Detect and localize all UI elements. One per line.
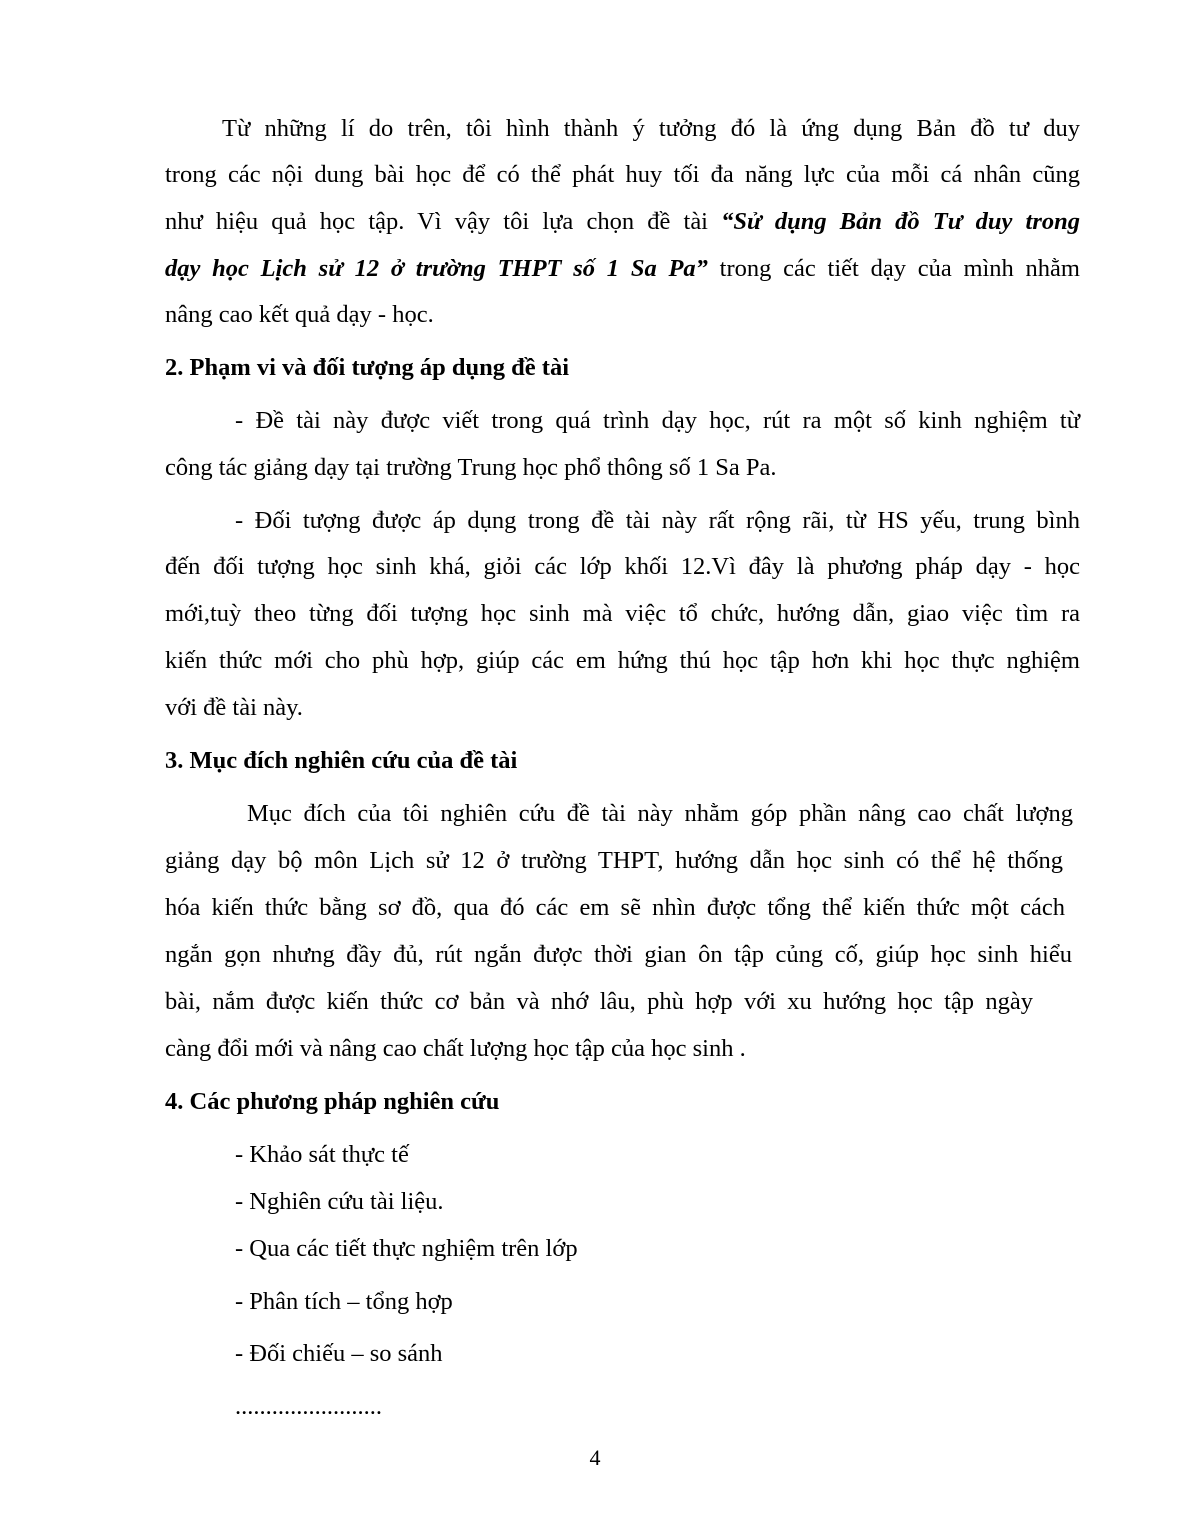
intro-line-2: trong các nội dung bài học để có thể phát huy tối đa năng lực của mỗi cá nhân cũng — [165, 161, 1080, 188]
section-3-line-1: Mục đích của tôi nghiên cứu đề tài này nhằm góp phần nâng cao chất lượng — [247, 800, 1073, 827]
section-2-heading: 2. Phạm vi và đối tượng áp dụng đề tài — [165, 354, 570, 381]
section-2-p1-line-2: công tác giảng dạy tại trường Trung học phổ thông số 1 Sa Pa. — [165, 454, 777, 481]
section-3-line-4: ngắn gọn nhưng đầy đủ, rút ngắn được thời gian ôn tập củng cố, giúp học sinh hiểu — [165, 941, 1072, 968]
section-4-heading: 4. Các phương pháp nghiên cứu — [165, 1088, 500, 1115]
section-2-p2-line-4: kiến thức mới cho phù hợp, giúp các em hứng thú học tập hơn khi học thực nghiệm — [165, 647, 1080, 674]
intro-line-5: nâng cao kết quả dạy - học. — [165, 301, 434, 328]
section-2-p2-line-1: - Đối tượng được áp dụng trong đề tài này rất rộng rãi, từ HS yếu, trung bình — [235, 507, 1080, 534]
ellipsis-line: ........................ — [235, 1393, 382, 1420]
section-3-line-5: bài, nắm được kiến thức cơ bản và nhớ lâu, phù hợp với xu hướng học tập ngày — [165, 988, 1033, 1015]
section-3-line-3: hóa kiến thức bằng sơ đồ, qua đó các em sẽ nhìn được tổng thể kiến thức một cách — [165, 894, 1065, 921]
intro-line-1: Từ những lí do trên, tôi hình thành ý tưởng đó là ứng dụng Bản đồ tư duy — [222, 115, 1080, 142]
page-number: 4 — [589, 1445, 601, 1470]
section-3-line-6: càng đổi mới và nâng cao chất lượng học tập của học sinh . — [165, 1035, 746, 1062]
method-item: - Phân tích – tổng hợp — [235, 1288, 453, 1315]
intro-line-4 — [165, 254, 1080, 284]
section-2-p2-line-2: đến đối tượng học sinh khá, giỏi các lớp khối 12.Vì đây là phương pháp dạy - học — [165, 553, 1080, 580]
intro-line-3-text: như hiệu quả học tập. Vì vậy tôi lựa chọn đề tài — [165, 208, 722, 235]
intro-line-4-text: trong các tiết dạy của mình nhằm — [707, 255, 1080, 282]
intro-line-3 — [165, 207, 1080, 237]
method-item: - Nghiên cứu tài liệu. — [235, 1188, 444, 1215]
topic-title-part-2: dạy học Lịch sử 12 ở trường THPT số 1 Sa Pa” — [165, 255, 708, 282]
method-item: - Đối chiếu – so sánh — [235, 1340, 443, 1367]
method-item: - Qua các tiết thực nghiệm trên lớp — [235, 1235, 578, 1262]
section-2-p2-line-5: với đề tài này. — [165, 694, 303, 721]
method-item: - Khảo sát thực tế — [235, 1141, 409, 1168]
section-2-p2-line-3: mới,tuỳ theo từng đối tượng học sinh mà việc tổ chức, hướng dẫn, giao việc tìm ra — [165, 600, 1080, 627]
section-3-line-2: giảng dạy bộ môn Lịch sử 12 ở trường THPT, hướng dẫn học sinh có thể hệ thống — [165, 847, 1063, 874]
section-3-heading: 3. Mục đích nghiên cứu của đề tài — [165, 747, 518, 774]
topic-title-part-1: “Sử dụng Bản đồ Tư duy trong — [721, 208, 1080, 235]
section-2-p1-line-1: - Đề tài này được viết trong quá trình dạy học, rút ra một số kinh nghiệm từ — [235, 407, 1080, 434]
